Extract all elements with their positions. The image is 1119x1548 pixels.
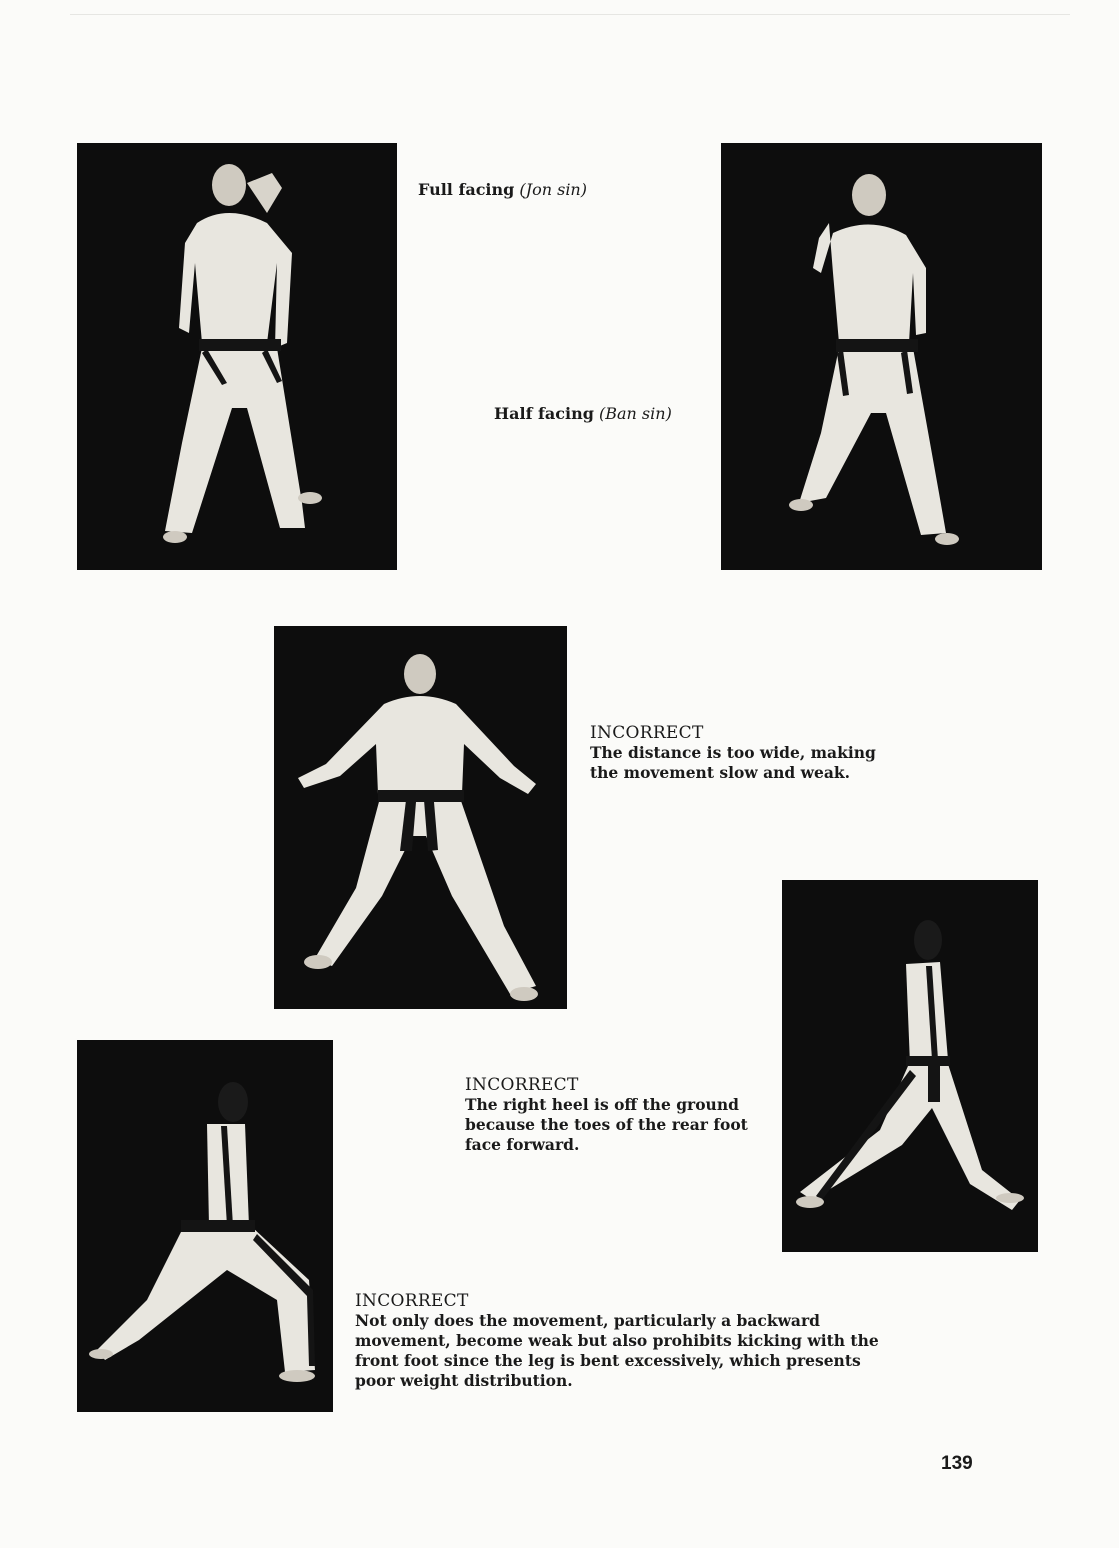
- caption-heading: INCORRECT: [355, 1291, 469, 1311]
- caption-full-facing: [418, 180, 587, 200]
- caption-incorrect-wide: [590, 723, 876, 783]
- caption-label: Full facing: [418, 180, 515, 199]
- photo-full-facing: [77, 143, 397, 570]
- caption-line: because the toes of the rear foot: [465, 1115, 748, 1134]
- photo-incorrect-heel: [782, 880, 1038, 1252]
- caption-heading: INCORRECT: [465, 1075, 579, 1095]
- caption-line: front foot since the leg is bent excessively, which presents: [355, 1351, 861, 1370]
- caption-line: The distance is too wide, making: [590, 743, 876, 762]
- page-number: 139: [941, 1453, 973, 1474]
- photo-incorrect-bent: [77, 1040, 333, 1412]
- caption-line: face forward.: [465, 1135, 580, 1154]
- caption-line: The right heel is off the ground: [465, 1095, 739, 1114]
- caption-line: Not only does the movement, particularly a backward: [355, 1311, 820, 1330]
- caption-heading: INCORRECT: [590, 723, 704, 743]
- caption-half-facing: [494, 404, 672, 424]
- photo-incorrect-wide: [274, 626, 567, 1009]
- photo-half-facing: [721, 143, 1042, 570]
- caption-line: poor weight distribution.: [355, 1371, 573, 1390]
- caption-line: movement, become weak but also prohibits kicking with the: [355, 1331, 879, 1350]
- caption-label: Half facing: [494, 404, 594, 423]
- caption-line: the movement slow and weak.: [590, 763, 851, 782]
- caption-incorrect-bent: [355, 1291, 879, 1391]
- caption-incorrect-heel: [465, 1075, 748, 1155]
- caption-term: (Ban sin): [599, 404, 672, 423]
- scan-edge-line: [70, 14, 1070, 15]
- caption-term: (Jon sin): [519, 180, 587, 199]
